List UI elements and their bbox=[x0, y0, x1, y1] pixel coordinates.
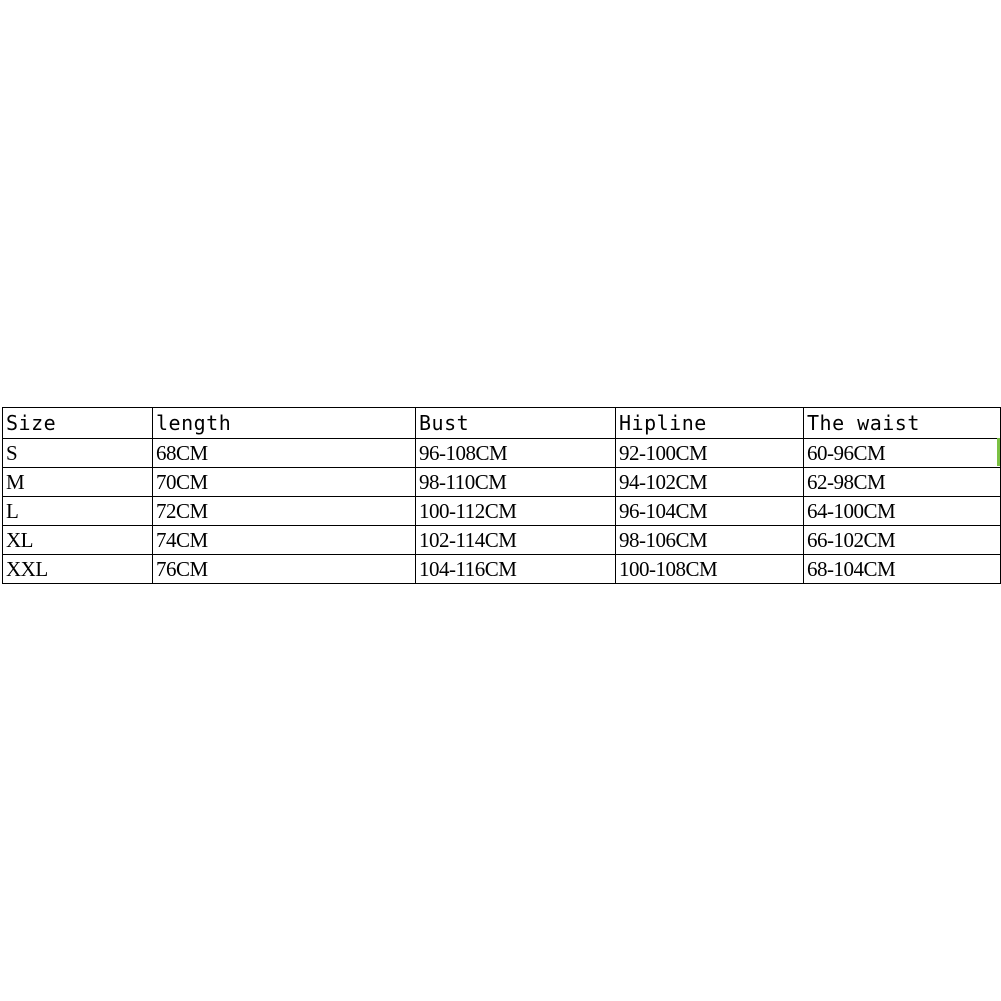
table-row bbox=[3, 526, 1001, 555]
cell-size: S bbox=[3, 439, 153, 468]
table-row bbox=[3, 468, 1001, 497]
cell-bust: 102-114CM bbox=[416, 526, 616, 555]
cell-size: XL bbox=[3, 526, 153, 555]
table-row bbox=[3, 497, 1001, 526]
table-row bbox=[3, 555, 1001, 584]
cell-bust: 104-116CM bbox=[416, 555, 616, 584]
cell-hipline: 92-100CM bbox=[616, 439, 804, 468]
cell-hipline: 94-102CM bbox=[616, 468, 804, 497]
header-bust: Bust bbox=[416, 408, 616, 439]
cell-length: 74CM bbox=[153, 526, 416, 555]
header-size: Size bbox=[3, 408, 153, 439]
cell-hipline: 96-104CM bbox=[616, 497, 804, 526]
cell-length: 70CM bbox=[153, 468, 416, 497]
cell-waist: 64-100CM bbox=[804, 497, 1001, 526]
cell-waist: 62-98CM bbox=[804, 468, 1001, 497]
cell-length: 72CM bbox=[153, 497, 416, 526]
cell-waist: 60-96CM bbox=[804, 439, 1001, 468]
cell-hipline: 100-108CM bbox=[616, 555, 804, 584]
cell-size: M bbox=[3, 468, 153, 497]
cell-selection-marker bbox=[997, 438, 1000, 466]
cell-waist: 66-102CM bbox=[804, 526, 1001, 555]
cell-length: 76CM bbox=[153, 555, 416, 584]
cell-bust: 100-112CM bbox=[416, 497, 616, 526]
header-waist: The waist bbox=[804, 408, 1001, 439]
cell-bust: 96-108CM bbox=[416, 439, 616, 468]
cell-waist: 68-104CM bbox=[804, 555, 1001, 584]
header-length: length bbox=[153, 408, 416, 439]
size-chart-table bbox=[2, 407, 1001, 584]
cell-size: XXL bbox=[3, 555, 153, 584]
header-hipline: Hipline bbox=[616, 408, 804, 439]
cell-hipline: 98-106CM bbox=[616, 526, 804, 555]
table-header-row bbox=[3, 408, 1001, 439]
cell-size: L bbox=[3, 497, 153, 526]
table-row bbox=[3, 439, 1001, 468]
cell-length: 68CM bbox=[153, 439, 416, 468]
cell-bust: 98-110CM bbox=[416, 468, 616, 497]
